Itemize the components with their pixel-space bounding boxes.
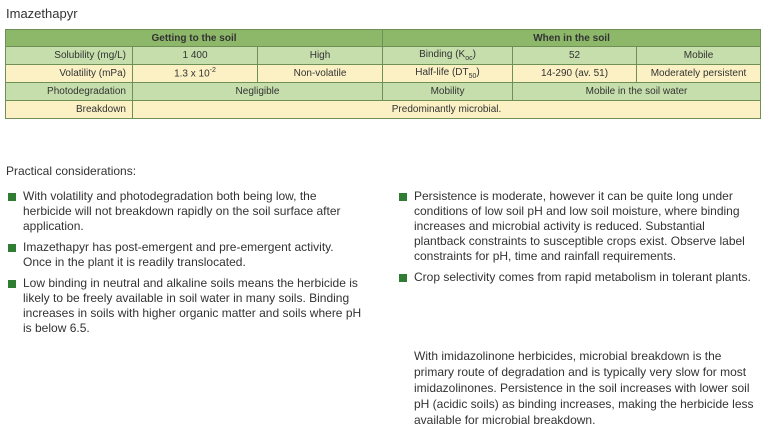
right-bullet-list [398, 189, 758, 291]
mobility-value: Mobile in the soil water [513, 83, 761, 101]
half-life-value: 14-290 (av. 51) [513, 65, 637, 83]
bullet-square-icon [8, 193, 16, 201]
header-getting-to-soil: Getting to the soil [6, 30, 383, 47]
half-life-label: Half-life $(DT_{50})$ [383, 65, 513, 83]
microbial-breakdown-note: With imidazolinone herbicides, microbial breakdown is the primary route of degradation and is typically very slow for most imidazolinones. Persistence in the soil increases with lower soil pH (acidic soils) as binding increases, making the herbicide less available for microbial breakdown. [414, 349, 754, 427]
list-item: Persistence is moderate, however it can be quite long under conditions of low soil pH and low soil moisture, where binding increases and microbial activity is reduced. Substantial plantback constraints to susceptible crops exist. Observe label constraints for pH, time and rainfall requirements. [398, 189, 758, 264]
half-life-rating: Moderately persistent [637, 65, 761, 83]
bullet-square-icon [399, 274, 407, 282]
list-item: Crop selectivity comes from rapid metabolism in tolerant plants. [398, 270, 758, 285]
table-row [6, 101, 761, 119]
solubility-rating: High [258, 47, 383, 65]
photodegradation-value: Negligible [133, 83, 383, 101]
table-row [6, 47, 761, 65]
volatility-value: 1.3 x $10^{-2}$ [133, 65, 258, 83]
list-item: Low binding in neutral and alkaline soils means the herbicide is likely to be freely available in soil water in many soils. Binding increases in soils with higher organic matter and soils where pH is below 6.5. [7, 276, 365, 336]
mobility-label: Mobility [383, 83, 513, 101]
list-item: With volatility and photodegradation both being low, the herbicide will not breakdown rapidly on the soil surface after application. [7, 189, 365, 234]
table-row [6, 83, 761, 101]
solubility-label: Solubility (mg/L) [6, 47, 133, 65]
solubility-value: 1 400 [133, 47, 258, 65]
header-when-in-soil: When in the soil [383, 30, 761, 47]
breakdown-label: Breakdown [6, 101, 133, 119]
binding-label: Binding $(K_{oc})$ [383, 47, 513, 65]
properties-table [5, 29, 761, 119]
table-header-row [6, 30, 761, 47]
bullet-square-icon [8, 280, 16, 288]
left-bullet-list [7, 189, 365, 342]
volatility-label: Volatility (mPa) [6, 65, 133, 83]
photodegradation-label: Photodegradation [6, 83, 133, 101]
binding-rating: Mobile [637, 47, 761, 65]
volatility-rating: Non-volatile [258, 65, 383, 83]
bullet-square-icon [8, 244, 16, 252]
considerations-heading: Practical considerations: [6, 164, 137, 178]
bullet-square-icon [399, 193, 407, 201]
table-row [6, 65, 761, 83]
page-title: Imazethapyr [6, 6, 78, 21]
binding-value: 52 [513, 47, 637, 65]
list-item: Imazethapyr has post-emergent and pre-emergent activity. Once in the plant it is readily translocated. [7, 240, 365, 270]
breakdown-value: Predominantly microbial. [133, 101, 761, 119]
